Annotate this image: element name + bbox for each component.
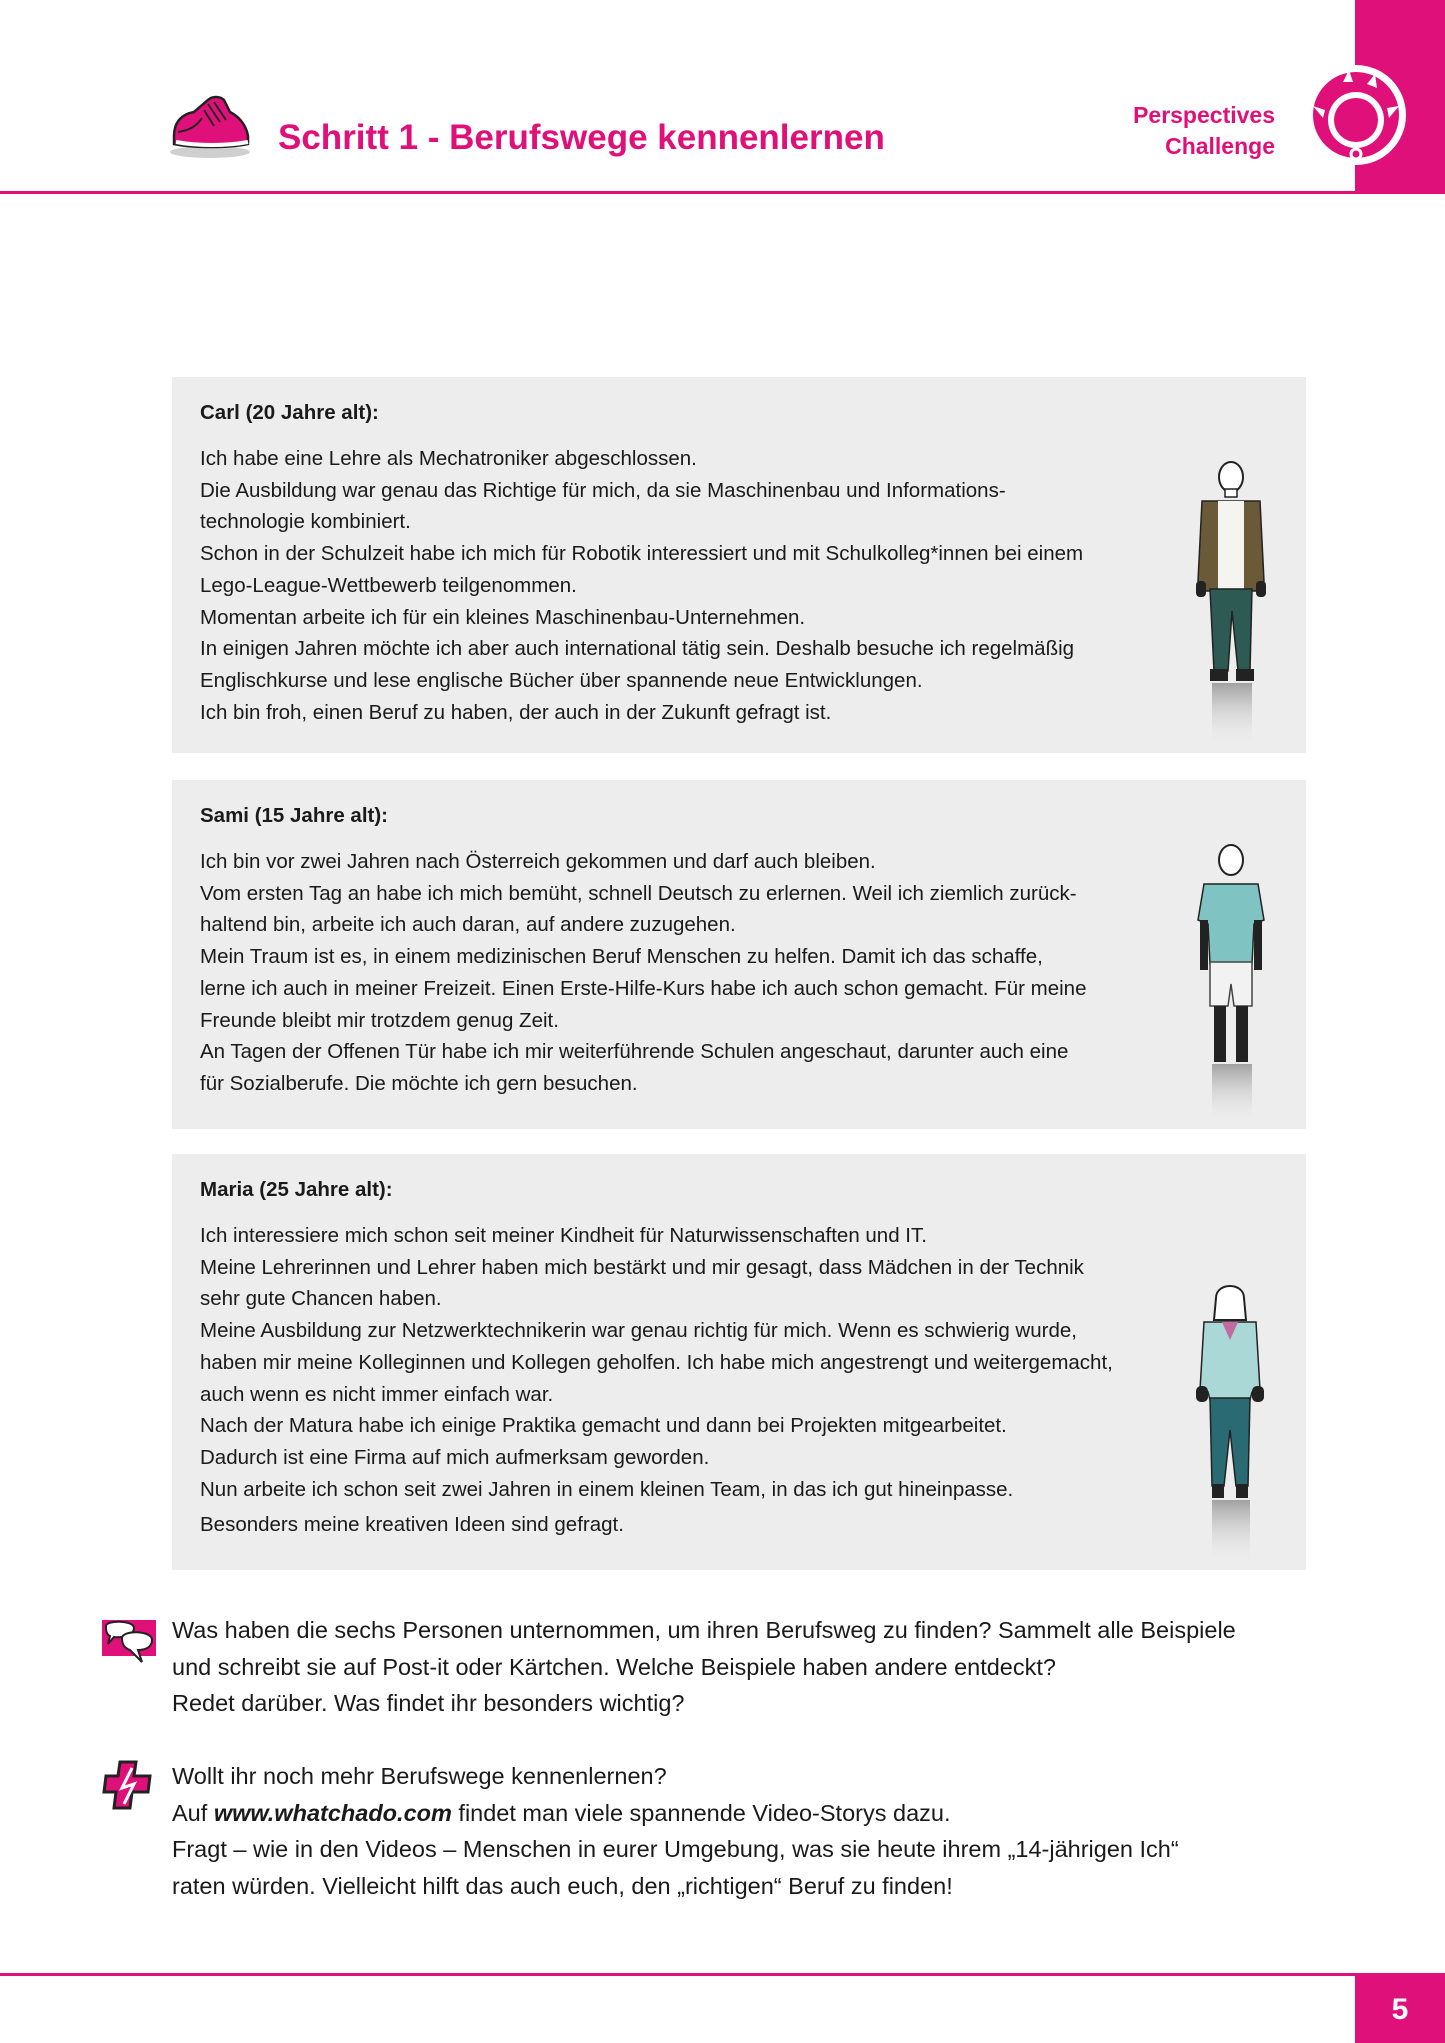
brand-label: [1133, 100, 1275, 162]
brand-line-1: Perspectives: [1133, 102, 1275, 128]
card-name: Maria (25 Jahre alt):: [200, 1178, 393, 1201]
person-figure-carl: [1188, 461, 1274, 751]
card-line: Meine Lehrerinnen und Lehrer haben mich bestärkt und mir gesagt, dass Mädchen in der Technik: [200, 1255, 1084, 1279]
card-line: sehr gute Chancen haben.: [200, 1287, 442, 1311]
plus-cross-icon: [102, 1758, 154, 1812]
card-line: lerne ich auch in meiner Freizeit. Einen Erste-Hilfe-Kurs habe ich auch schon gemacht. Für meine: [200, 976, 1087, 1000]
card-line: Vom ersten Tag an habe ich mich bemüht, schnell Deutsch zu erlernen. Weil ich ziemlich zurück-: [200, 881, 1077, 905]
person-figure-sami: [1194, 844, 1268, 1126]
task-line: raten würden. Vielleicht hilft das auch euch, den „richtigen“ Beruf zu finden!: [172, 1872, 953, 1899]
whatchado-link[interactable]: www.whatchado.com: [213, 1799, 452, 1826]
card-line: Englischkurse und lese englische Bücher über spannende neue Entwicklungen.: [200, 668, 923, 692]
profile-card-sami: [172, 780, 1306, 1129]
card-line: Mein Traum ist es, in einem medizinischen Beruf Menschen zu helfen. Damit ich das schaffe,: [200, 945, 1043, 969]
card-line: Meine Ausbildung zur Netzwerktechnikerin war genau richtig für mich. Wenn es schwierig wurde,: [200, 1319, 1077, 1343]
card-line: Nach der Matura habe ich einige Praktika gemacht und dann bei Projekten mitgearbeitet.: [200, 1414, 1007, 1438]
page-header: [0, 0, 1445, 194]
card-line: Dadurch ist eine Firma auf mich aufmerksam geworden.: [200, 1445, 710, 1469]
profile-card-carl: [172, 377, 1306, 753]
card-line: Freunde bleibt mir trotzdem genug Zeit.: [200, 1008, 559, 1032]
card-name: Carl (20 Jahre alt):: [200, 401, 379, 424]
task-line: und schreibt sie auf Post-it oder Kärtchen. Welche Beispiele haben andere entdeckt?: [172, 1653, 1056, 1680]
card-line: auch wenn es nicht immer einfach war.: [200, 1382, 554, 1406]
card-line: Ich interessiere mich schon seit meiner Kindheit für Naturwissenschaften und IT.: [200, 1224, 927, 1247]
discussion-task: [172, 1612, 1322, 1722]
speech-bubbles-icon: [100, 1618, 158, 1668]
card-line: Ich habe eine Lehre als Mechatroniker abgeschlossen.: [200, 447, 697, 470]
person-figure-maria: [1192, 1280, 1268, 1566]
task-line: [172, 1795, 1322, 1832]
extra-task: [172, 1758, 1322, 1904]
footer-divider: [0, 1973, 1445, 1976]
task-text: findet man viele spannende Video-Storys dazu.: [451, 1799, 951, 1826]
page-number: 5: [1355, 1976, 1445, 2043]
card-line: Die Ausbildung war genau das Richtige für mich, da sie Maschinenbau und Informations-: [200, 478, 1006, 502]
task-line: Fragt – wie in den Videos – Menschen in eurer Umgebung, was sie heute ihrem „14-jährigen Ich“: [172, 1836, 1179, 1862]
task-line: Wollt ihr noch mehr Berufswege kennenlernen?: [172, 1763, 667, 1789]
header-divider: [0, 191, 1445, 194]
card-line: Nun arbeite ich schon seit zwei Jahren in einem kleinen Team, in das ich gut hineinpasse.: [200, 1477, 1014, 1501]
globe-emblem-icon: [1303, 62, 1409, 168]
card-line: haben mir meine Kolleginnen und Kollegen geholfen. Ich habe mich angestrengt und weitergemacht,: [200, 1350, 1113, 1374]
card-name: Sami (15 Jahre alt):: [200, 804, 388, 827]
card-line: Besonders meine kreativen Ideen sind gefragt.: [200, 1513, 624, 1537]
task-line: Was haben die sechs Personen unternommen, um ihren Berufsweg zu finden? Sammelt alle Beispiele: [172, 1617, 1236, 1643]
brand-line-2: Challenge: [1165, 133, 1275, 159]
card-line: haltend bin, arbeite ich auch daran, auf andere zuzugehen.: [200, 913, 736, 937]
sneaker-icon: [168, 92, 252, 162]
card-line: An Tagen der Offenen Tür habe ich mir weiterführende Schulen angeschaut, darunter auch eine: [200, 1040, 1069, 1064]
card-line: Momentan arbeite ich für ein kleines Maschinenbau-Unternehmen.: [200, 605, 806, 629]
card-line: In einigen Jahren möchte ich aber auch international tätig sein. Deshalb besuche ich regelmäßig: [200, 637, 1075, 661]
card-line: Ich bin froh, einen Beruf zu haben, der auch in der Zukunft gefragt ist.: [200, 700, 832, 724]
task-text: Auf: [172, 1799, 214, 1826]
card-line: für Sozialberufe. Die möchte ich gern besuchen.: [200, 1071, 638, 1095]
page-title: Schritt 1 - Berufswege kennenlernen: [278, 118, 885, 157]
profile-card-maria: [172, 1154, 1306, 1570]
card-line: Schon in der Schulzeit habe ich mich für Robotik interessiert und mit Schulkolleg*innen bei einem: [200, 542, 1084, 566]
card-line: Ich bin vor zwei Jahren nach Österreich gekommen und darf auch bleiben.: [200, 850, 876, 873]
card-line: Lego-League-Wettbewerb teilgenommen.: [200, 573, 577, 597]
card-line: technologie kombiniert.: [200, 510, 411, 534]
task-line: Redet darüber. Was findet ihr besonders wichtig?: [172, 1690, 685, 1716]
